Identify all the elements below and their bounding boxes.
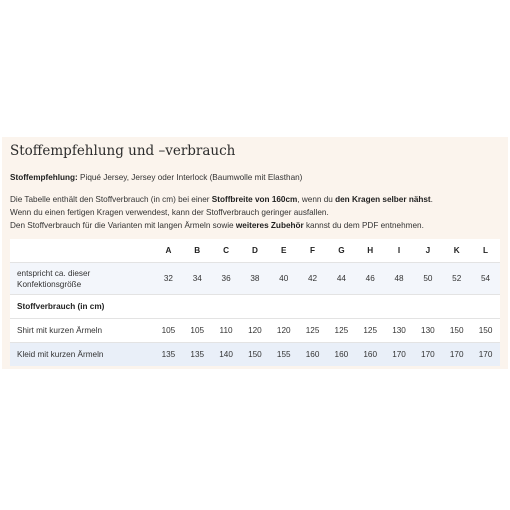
table-cell: 170	[442, 343, 471, 367]
fabric-info-panel	[2, 137, 508, 369]
table-cell: 160	[356, 343, 385, 367]
table-cell: 125	[356, 319, 385, 343]
table-cell: 48	[385, 263, 414, 295]
p1-text-a: Die Tabelle enthält den Stoffverbrauch (in cm) bei einer	[10, 195, 212, 204]
p1-text-c: , wenn du	[297, 195, 336, 204]
col-header: H	[367, 246, 374, 255]
table-cell: 105	[154, 319, 183, 343]
table-cell: 160	[298, 343, 327, 367]
table-cell: 38	[240, 263, 269, 295]
table-cell: 42	[298, 263, 327, 295]
p3-text-c: kannst du dem PDF entnehmen.	[303, 221, 424, 230]
table-cell: 120	[269, 319, 298, 343]
table-cell: 110	[212, 319, 241, 343]
table-cell: 135	[154, 343, 183, 367]
table-cell: 50	[413, 263, 442, 295]
fabric-recommendation	[10, 173, 302, 182]
table-cell: 150	[471, 319, 500, 343]
recommendation-text: Piqué Jersey, Jersey oder Interlock (Baumwolle mit Elasthan)	[77, 173, 303, 182]
size-row	[10, 263, 500, 295]
table-cell: 130	[385, 319, 414, 343]
col-header: J	[425, 246, 431, 255]
table-cell: 130	[413, 319, 442, 343]
table-cell: 44	[327, 263, 356, 295]
table-cell: 170	[413, 343, 442, 367]
table-cell: 170	[385, 343, 414, 367]
p1-text-e: .	[430, 195, 433, 204]
table-header-row	[10, 239, 500, 263]
p1-bold-collar: den Kragen selber nähst	[335, 195, 431, 204]
col-header: I	[397, 246, 401, 255]
table-cell: 36	[212, 263, 241, 295]
p3-bold-accessories: weiteres Zubehör	[235, 221, 304, 230]
col-header: F	[310, 246, 316, 255]
table-cell: 32	[154, 263, 183, 295]
size-row-label	[10, 263, 154, 295]
table-cell: 46	[356, 263, 385, 295]
table-cell: 105	[183, 319, 212, 343]
recommendation-label: Stoffempfehlung:	[10, 173, 78, 182]
table-row-shirt	[10, 319, 500, 343]
usage-heading-row	[10, 295, 500, 319]
paragraph-line-1	[10, 195, 433, 204]
table-cell: 150	[240, 343, 269, 367]
p3-text-a: Den Stoffverbrauch für die Varianten mit langen Ärmeln sowie	[10, 221, 236, 230]
table-cell: 160	[327, 343, 356, 367]
usage-heading: Stoffverbrauch (in cm)	[10, 295, 500, 319]
table-cell: 170	[471, 343, 500, 367]
section-title: Stoffempfehlung und –verbrauch	[10, 143, 236, 159]
table-cell: 40	[269, 263, 298, 295]
table-row-kleid	[10, 343, 500, 367]
paragraph-line-2: Wenn du einen fertigen Kragen verwendest, kann der Stoffverbrauch geringer ausfallen.	[10, 208, 329, 217]
col-header: L	[483, 246, 489, 255]
row-label-kleid: Kleid mit kurzen Ärmeln	[10, 343, 154, 367]
p1-bold-fabric-width: Stoffbreite von 160cm	[211, 195, 298, 204]
col-header: C	[223, 246, 230, 255]
col-header: G	[338, 246, 345, 255]
table-cell: 120	[240, 319, 269, 343]
table-cell: 54	[471, 263, 500, 295]
row-label-shirt: Shirt mit kurzen Ärmeln	[10, 319, 154, 343]
table-cell: 125	[298, 319, 327, 343]
paragraph-line-3	[10, 221, 424, 230]
table-cell: 150	[442, 319, 471, 343]
size-label-line-2: Konfektionsgröße	[17, 279, 82, 289]
fabric-usage-table	[10, 239, 500, 366]
size-label-line-1: entspricht ca. dieser	[17, 268, 91, 278]
col-header: D	[251, 246, 258, 255]
table-cell: 135	[183, 343, 212, 367]
header-empty-cell	[10, 239, 154, 263]
table-cell: 155	[269, 343, 298, 367]
col-header: E	[280, 246, 287, 255]
col-header: B	[194, 246, 201, 255]
col-header: K	[453, 246, 460, 255]
table-cell: 34	[183, 263, 212, 295]
table-cell: 140	[212, 343, 241, 367]
col-header: A	[165, 246, 172, 255]
table-cell: 52	[442, 263, 471, 295]
table-cell: 125	[327, 319, 356, 343]
